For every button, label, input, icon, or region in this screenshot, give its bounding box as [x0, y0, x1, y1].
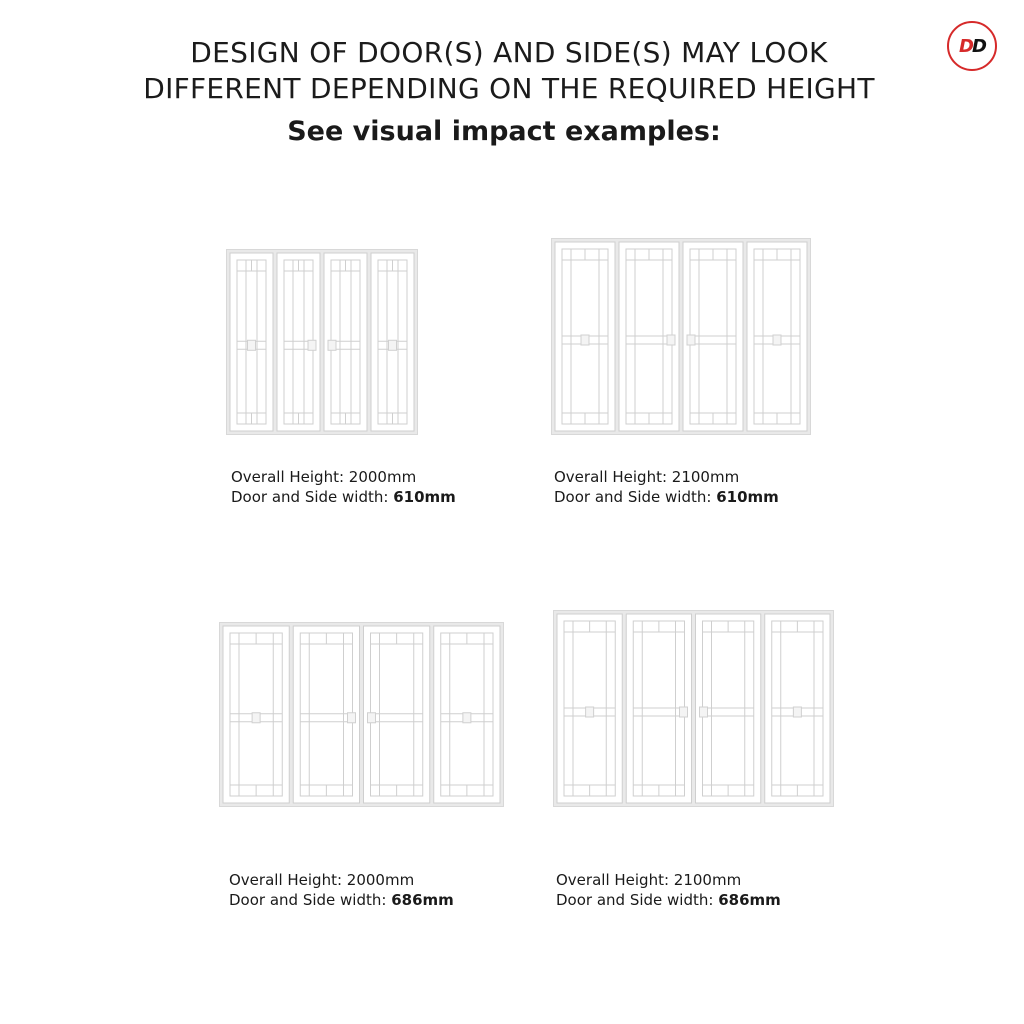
- headline-line-2: DIFFERENT DEPENDING ON THE REQUIRED HEIGHT: [143, 72, 875, 105]
- door-panel: [364, 626, 430, 803]
- height-value: 2100mm: [673, 871, 742, 889]
- handle-plate: [667, 335, 675, 345]
- handle-plate: [389, 340, 397, 350]
- width-label: Door and Side width:: [229, 891, 387, 909]
- width-label: Door and Side width:: [554, 488, 712, 506]
- handle-plate: [773, 335, 781, 345]
- side-panel: [555, 242, 615, 431]
- height-value: 2000mm: [346, 871, 415, 889]
- handle-plate: [586, 707, 594, 717]
- handle-plate: [248, 340, 256, 350]
- side-panel: [230, 253, 273, 431]
- height-value: 2000mm: [348, 468, 417, 486]
- height-label: Overall Height:: [554, 468, 668, 486]
- handle-plate: [581, 335, 589, 345]
- handle-plate: [687, 335, 695, 345]
- headline-line-1: DESIGN OF DOOR(S) AND SIDE(S) MAY LOOK: [190, 36, 828, 69]
- handle-plate: [308, 340, 316, 350]
- height-label: Overall Height:: [556, 871, 670, 889]
- handle-plate: [680, 707, 688, 717]
- doorset-image-4: [553, 610, 834, 807]
- dd-logo: [947, 21, 997, 71]
- doorset-image-3: [219, 622, 504, 807]
- side-panel: [371, 253, 414, 431]
- side-panel: [223, 626, 289, 803]
- handle-plate: [463, 713, 471, 723]
- door-panel: [324, 253, 367, 431]
- handle-plate: [348, 713, 356, 723]
- caption-2: [554, 467, 779, 507]
- height-label: Overall Height:: [229, 871, 343, 889]
- width-value: 610mm: [393, 488, 456, 506]
- door-panel: [277, 253, 320, 431]
- caption-1: [231, 467, 456, 507]
- width-label: Door and Side width:: [556, 891, 714, 909]
- side-panel: [765, 614, 830, 803]
- caption-3: [229, 870, 454, 910]
- handle-plate: [368, 713, 376, 723]
- handle-plate: [252, 713, 260, 723]
- height-label: Overall Height:: [231, 468, 345, 486]
- width-label: Door and Side width:: [231, 488, 389, 506]
- side-panel: [557, 614, 622, 803]
- doorset-image-2: [551, 238, 811, 435]
- width-value: 686mm: [718, 891, 781, 909]
- side-panel: [747, 242, 807, 431]
- height-value: 2100mm: [671, 468, 740, 486]
- handle-plate: [328, 340, 336, 350]
- door-panel: [626, 614, 691, 803]
- side-panel: [434, 626, 500, 803]
- doorset-image-1: [226, 249, 418, 435]
- door-panel: [293, 626, 359, 803]
- door-panel: [683, 242, 743, 431]
- caption-4: [556, 870, 781, 910]
- door-panel: [696, 614, 761, 803]
- subtitle: See visual impact examples:: [287, 116, 721, 147]
- handle-plate: [700, 707, 708, 717]
- logo-letter-1: D: [959, 35, 972, 57]
- handle-plate: [793, 707, 801, 717]
- width-value: 610mm: [716, 488, 779, 506]
- door-panel: [619, 242, 679, 431]
- width-value: 686mm: [391, 891, 454, 909]
- logo-letter-2: D: [972, 35, 985, 57]
